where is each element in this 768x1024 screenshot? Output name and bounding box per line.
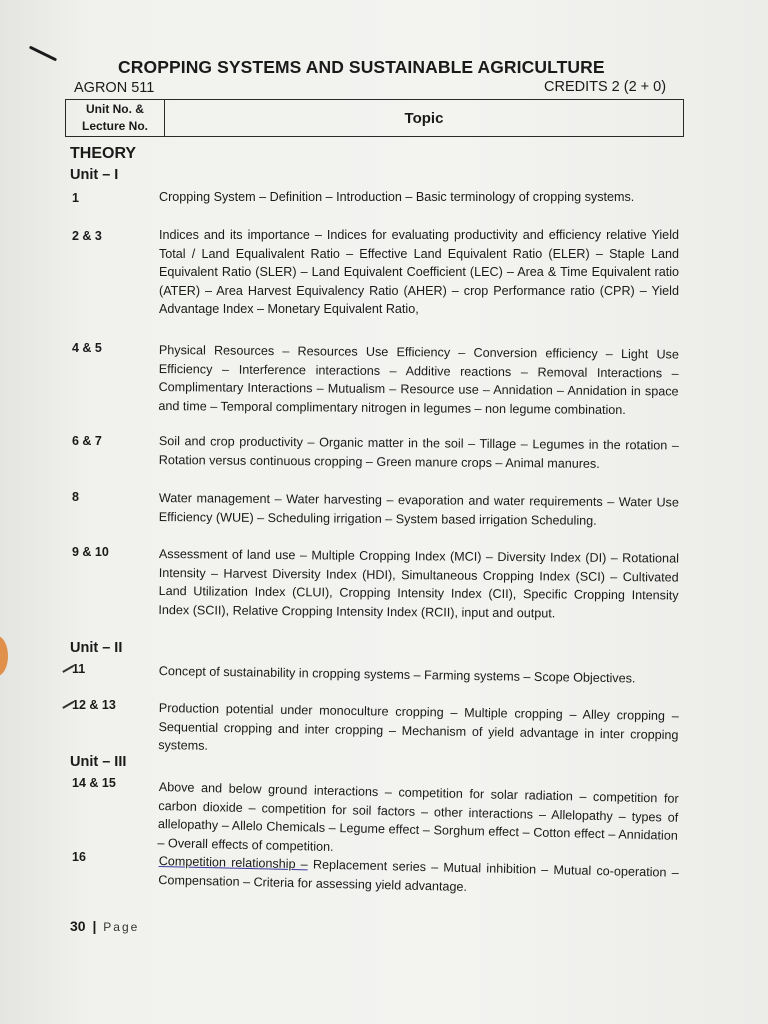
pen-stroke-mark xyxy=(29,46,57,62)
lecture-number: 4 & 5 xyxy=(72,341,102,355)
document-title: CROPPING SYSTEMS AND SUSTAINABLE AGRICULTURE xyxy=(118,57,605,77)
lecture-topic: Soil and crop productivity – Organic matter in the soil – Tillage – Legumes in the rotation – Rotation versus continuous cropping – Green manure crops – Animal manures. xyxy=(158,433,679,471)
footer-separator: | xyxy=(92,918,97,934)
lecture-topic-rest: Replacement series – Mutual inhibition – Mutual co-operation – Compensation – Criteria for assessing yield advantage. xyxy=(158,857,679,894)
unit-lecture-header xyxy=(66,100,165,136)
lecture-number: 9 & 10 xyxy=(72,545,109,559)
page-footer xyxy=(70,918,139,934)
lecture-topic: Production potential under monoculture cropping – Multiple cropping – Alley cropping – Sequential cropping and inter cropping – Mechanism of yield advantage in inter cropping systems. xyxy=(158,700,679,753)
unit-header-label: Unit No. & xyxy=(85,102,144,116)
unit-heading-2: Unit – II xyxy=(70,640,123,656)
page-number: 30 xyxy=(70,918,86,934)
table-header xyxy=(65,99,684,137)
lecture-topic: Physical Resources – Resources Use Efficiency – Conversion efficiency – Light Use Efficiency – Interference interactions – Additive reactions – Removal Interactions – Complimentary Interactions – Mutualism – Resource use – Annidation – Annidation in space and time – Temporal complimentary nitrogen in legumes – non legume combination. xyxy=(158,342,679,417)
course-credits: CREDITS 2 (2 + 0) xyxy=(544,79,667,95)
lecture-topic: Above and below ground interactions – competition for solar radiation – competition for carbon dioxide – competition for soil factors – other interactions – Allelopathy – types of allelopathy – Allelo Chemicals – Legume effect – Sorghum effect – Cotton effect – Annidation – Overall effects of competition. xyxy=(157,779,679,854)
unit-heading-1: Unit – I xyxy=(70,167,119,183)
lecture-number: 6 & 7 xyxy=(72,434,102,448)
lecture-number: 2 & 3 xyxy=(72,229,102,243)
lecture-topic: Water management – Water harvesting – evaporation and water requirements – Water Use Efficiency (WUE) – Scheduling irrigation – System based irrigation Scheduling. xyxy=(158,490,679,528)
lecture-number: 12 & 13 xyxy=(72,698,116,712)
lecture-topic: Indices and its importance – Indices for evaluating productivity and efficiency relative Yield Total / Land Equalivalent Ratio – Effective Land Equivalent Ratio (ELER) – Staple Land Equivalent Ratio (SLER) – Land Equivalent Coefficient (LEC) – Area & Time Equivalent ratio (ATER) – Area Harvest Equivalency Ratio (AHER) – crop Performance ratio (CPR) – Yield Advantage Index – Monetary Equivalent Ratio, xyxy=(159,228,679,317)
page-word: Page xyxy=(103,920,140,934)
unit-heading-3: Unit – III xyxy=(70,754,127,770)
lecture-topic: Assessment of land use – Multiple Cropping Index (MCI) – Diversity Index (DI) – Rotational Intensity – Harvest Diversity Index (HDI), Simultaneous Cropping Index (SCI) – Cultivated Land Utilization Index (CLUI), Cropping Intensity Index (CII), Specific Cropping Intensity Index (SCII), Relative Cropping Intensity Index (RCII), input and output. xyxy=(158,546,679,621)
lecture-header-label: Lecture No. xyxy=(81,119,148,133)
lecture-topic: Concept of sustainability in cropping systems – Farming systems – Scope Objectives. xyxy=(158,663,636,686)
lecture-number: 16 xyxy=(72,850,86,864)
section-heading-theory: THEORY xyxy=(70,145,137,162)
lecture-number: 14 & 15 xyxy=(72,776,116,790)
lecture-topic: Cropping System – Definition – Introduction – Basic terminology of cropping systems. xyxy=(159,190,635,204)
lecture-number: 11 xyxy=(72,662,86,676)
lecture-number: 8 xyxy=(72,490,79,504)
lecture-number: 1 xyxy=(72,191,79,205)
underlined-text: Competition relationship – xyxy=(158,853,308,872)
course-code: AGRON 511 xyxy=(74,80,155,96)
binder-hole-mark xyxy=(0,636,8,676)
topic-header: Topic xyxy=(404,109,444,127)
